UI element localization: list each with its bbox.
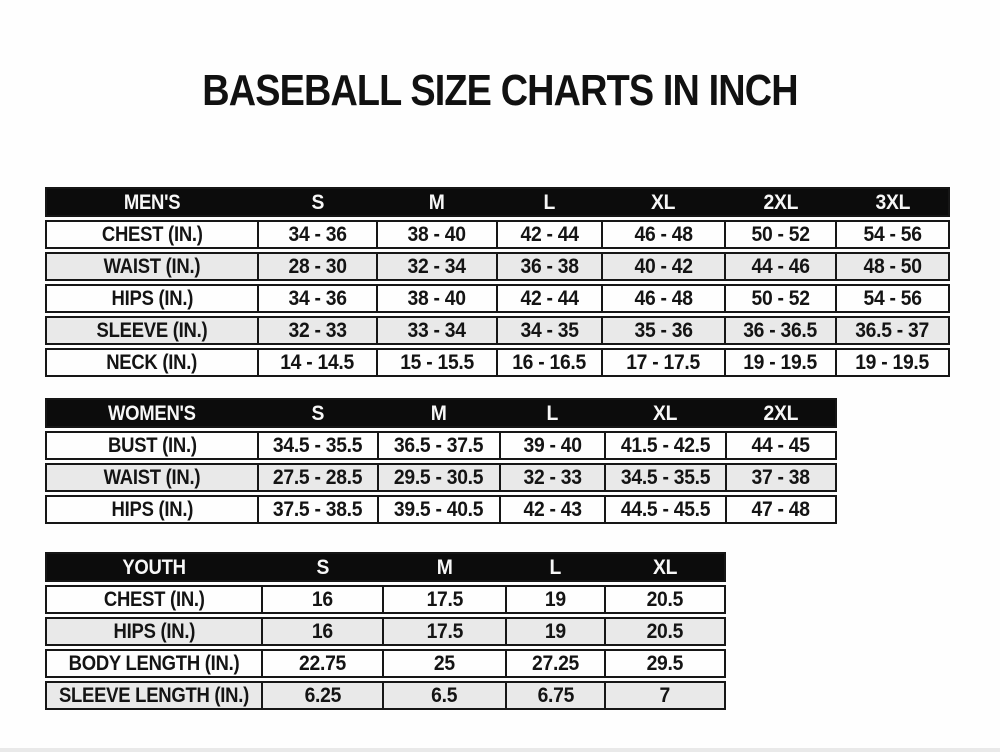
mens-size-table-value-cell (601, 254, 724, 279)
mens-size-table-value-cell-text: 42 - 44 (520, 287, 579, 310)
womens-size-table-row-label (47, 497, 257, 522)
mens-size-table-value-cell-text: 46 - 48 (634, 287, 693, 310)
mens-size-table-value-cell (257, 318, 376, 343)
mens-size-table-header-cell (257, 189, 376, 215)
youth-size-table-value-cell (505, 651, 604, 676)
mens-size-table-row-label-text: CHEST (IN.) (101, 223, 203, 246)
womens-size-table-value-cell (725, 465, 835, 490)
womens-size-table-value-cell-text: 39.5 - 40.5 (394, 498, 484, 521)
womens-size-table-value-cell (377, 433, 499, 458)
youth-size-table-value-cell-text: 17.5 (426, 620, 463, 643)
mens-size-table-value-cell (724, 286, 835, 311)
womens-size-table-header-cell-text: M (431, 401, 447, 425)
youth-size-table-value-cell (505, 587, 604, 612)
mens-size-table-value-cell-text: 16 - 16.5 (512, 351, 587, 374)
mens-size-table-row (45, 220, 950, 249)
mens-size-table-row (45, 284, 950, 313)
mens-size-table-value-cell (376, 286, 496, 311)
mens-size-table-value-cell (724, 318, 835, 343)
mens-size-table-value-cell-text: 19 - 19.5 (743, 351, 818, 374)
mens-size-table-value-cell-text: 34 - 36 (288, 287, 347, 310)
womens-size-table-header-cell-text: L (546, 401, 559, 425)
womens-size-table-header-cell (604, 400, 725, 426)
mens-size-table-value-cell (257, 222, 376, 247)
mens-size-table-value-cell-text: 36 - 38 (520, 255, 579, 278)
womens-size-table-value-cell (725, 433, 835, 458)
youth-size-table-value-cell-text: 6.5 (431, 684, 458, 707)
womens-size-table (45, 398, 837, 524)
mens-size-table-value-cell (257, 350, 376, 375)
womens-size-table-header-cell-text: S (311, 401, 325, 425)
womens-size-table-value-cell (499, 433, 604, 458)
womens-size-table-row-label (47, 465, 257, 490)
womens-size-table-value-cell-text: 34.5 - 35.5 (620, 466, 711, 489)
youth-size-table-value-cell (604, 587, 724, 612)
womens-size-table-header-cell (499, 400, 604, 426)
mens-size-table-row (45, 316, 950, 345)
youth-size-table-row (45, 649, 726, 678)
womens-size-table-value-cell (604, 465, 725, 490)
youth-size-table-value-cell (382, 619, 505, 644)
mens-size-table-value-cell-text: 48 - 50 (863, 255, 922, 278)
mens-size-table-value-cell (496, 318, 601, 343)
youth-size-table-row (45, 681, 726, 710)
womens-size-table-value-cell (499, 497, 604, 522)
womens-size-table-row (45, 431, 837, 460)
youth-size-table-value-cell (382, 683, 505, 708)
mens-size-table-row-label-text: HIPS (IN.) (111, 287, 193, 310)
mens-size-table-value-cell-text: 28 - 30 (288, 255, 347, 278)
mens-size-table-value-cell (601, 286, 724, 311)
womens-size-table-value-cell-text: 32 - 33 (523, 466, 582, 489)
mens-size-table-row-label (47, 254, 257, 279)
mens-size-table-value-cell (376, 222, 496, 247)
mens-size-table-value-cell-text: 46 - 48 (634, 223, 693, 246)
scan-edge-artifact (0, 748, 1000, 752)
youth-size-table-value-cell-text: 20.5 (646, 620, 684, 643)
womens-size-table-value-cell (604, 497, 725, 522)
mens-size-table-value-cell-text: 44 - 46 (751, 255, 810, 278)
youth-size-table-value-cell-text: 6.25 (304, 684, 341, 707)
youth-size-table-value-cell (261, 587, 382, 612)
womens-size-table-value-cell (725, 497, 835, 522)
womens-size-table-value-cell (257, 497, 377, 522)
mens-size-table-value-cell-text: 50 - 52 (751, 287, 810, 310)
mens-size-table-header-cell (835, 189, 948, 215)
youth-size-table-header-cell (505, 554, 604, 580)
youth-size-table-row-label (47, 619, 261, 644)
mens-size-table-row-label-text: WAIST (IN.) (103, 255, 201, 278)
youth-size-table-value-cell-text: 7 (659, 684, 671, 707)
mens-size-table-header-cell-text: 3XL (875, 190, 910, 214)
mens-size-table-header-cell (47, 189, 257, 215)
mens-size-table-header-cell-text: MEN'S (123, 190, 181, 214)
youth-size-table-row (45, 585, 726, 614)
youth-size-table-value-cell (382, 651, 505, 676)
youth-size-table-value-cell (505, 683, 604, 708)
youth-size-table-row-label-text: CHEST (IN.) (103, 588, 205, 611)
youth-size-table-row-label-text: SLEEVE LENGTH (IN.) (58, 684, 250, 707)
mens-size-table-value-cell (257, 254, 376, 279)
youth-size-table-row-label-text: HIPS (IN.) (113, 620, 195, 643)
womens-size-table-header-cell-text: 2XL (763, 401, 799, 425)
youth-size-table-header-cell-text: YOUTH (122, 555, 186, 579)
mens-size-table-row-label (47, 318, 257, 343)
mens-size-table (45, 187, 950, 377)
youth-size-table (45, 552, 726, 710)
youth-size-table-value-cell-text: 19 (545, 588, 566, 611)
mens-size-table-header-cell-text: 2XL (763, 190, 798, 214)
womens-size-table-value-cell-text: 47 - 48 (751, 498, 811, 521)
youth-size-table-value-cell-text: 20.5 (646, 588, 684, 611)
womens-size-table-row-label-text: BUST (IN.) (107, 434, 197, 457)
womens-size-table-value-cell-text: 27.5 - 28.5 (273, 466, 363, 489)
womens-size-table-header-cell-text: XL (653, 401, 678, 425)
youth-size-table-value-cell-text: 17.5 (426, 588, 463, 611)
youth-size-table-value-cell (261, 683, 382, 708)
womens-size-table-value-cell-text: 37 - 38 (751, 466, 811, 489)
mens-size-table-header-cell (376, 189, 496, 215)
womens-size-table-value-cell-text: 37.5 - 38.5 (273, 498, 363, 521)
youth-size-table-header-cell-text: L (549, 555, 562, 579)
youth-size-table-value-cell-text: 6.75 (537, 684, 574, 707)
youth-size-table-header-cell (382, 554, 505, 580)
mens-size-table-header-cell-text: XL (651, 190, 676, 214)
mens-size-table-value-cell (496, 350, 601, 375)
mens-size-table-value-cell-text: 38 - 40 (407, 223, 467, 246)
youth-size-table-value-cell (604, 619, 724, 644)
mens-size-table-row (45, 348, 950, 377)
mens-size-table-header-cell (601, 189, 724, 215)
youth-size-table-header-cell-text: S (316, 555, 329, 579)
womens-size-table-value-cell (377, 497, 499, 522)
youth-size-table-row-label-text: BODY LENGTH (IN.) (68, 652, 240, 675)
mens-size-table-header-row (45, 187, 950, 217)
mens-size-table-value-cell-text: 40 - 42 (634, 255, 693, 278)
mens-size-table-value-cell (257, 286, 376, 311)
youth-size-table-value-cell-text: 19 (545, 620, 566, 643)
mens-size-table-value-cell-text: 50 - 52 (751, 223, 810, 246)
mens-size-table-row-label-text: SLEEVE (IN.) (96, 319, 208, 342)
youth-size-table-header-cell (604, 554, 724, 580)
womens-size-table-row (45, 463, 837, 492)
mens-size-table-header-cell-text: M (429, 190, 445, 214)
mens-size-table-value-cell (601, 350, 724, 375)
mens-size-table-value-cell-text: 34 - 35 (520, 319, 579, 342)
mens-size-table-value-cell-text: 42 - 44 (520, 223, 579, 246)
womens-size-table-value-cell-text: 44.5 - 45.5 (620, 498, 711, 521)
youth-size-table-value-cell-text: 16 (312, 588, 333, 611)
womens-size-table-value-cell (257, 433, 377, 458)
womens-size-table-value-cell-text: 36.5 - 37.5 (394, 434, 484, 457)
womens-size-table-header-cell (725, 400, 835, 426)
womens-size-table-header-cell (257, 400, 377, 426)
mens-size-table-row-label (47, 350, 257, 375)
womens-size-table-value-cell (257, 465, 377, 490)
womens-size-table-header-cell-text: WOMEN'S (108, 401, 196, 425)
mens-size-table-value-cell (601, 222, 724, 247)
youth-size-table-value-cell-text: 16 (312, 620, 333, 643)
youth-size-table-header-cell (47, 554, 261, 580)
mens-size-table-value-cell-text: 32 - 34 (407, 255, 467, 278)
mens-size-table-value-cell (496, 286, 601, 311)
mens-size-table-row-label (47, 222, 257, 247)
youth-size-table-header-cell-text: M (436, 555, 453, 579)
youth-size-table-value-cell (261, 651, 382, 676)
womens-size-table-value-cell-text: 29.5 - 30.5 (394, 466, 484, 489)
youth-size-table-header-row (45, 552, 726, 582)
mens-size-table-value-cell-text: 32 - 33 (288, 319, 347, 342)
mens-size-table-header-cell-text: S (311, 190, 324, 214)
mens-size-table-value-cell (376, 350, 496, 375)
womens-size-table-row-label-text: WAIST (IN.) (103, 466, 201, 489)
womens-size-table-value-cell-text: 42 - 43 (523, 498, 582, 521)
mens-size-table-value-cell-text: 38 - 40 (407, 287, 467, 310)
womens-size-table-value-cell-text: 39 - 40 (523, 434, 582, 457)
womens-size-table-value-cell-text: 44 - 45 (751, 434, 811, 457)
mens-size-table-value-cell-text: 35 - 36 (634, 319, 693, 342)
mens-size-table-value-cell-text: 36.5 - 37 (855, 319, 930, 342)
mens-size-table-row (45, 252, 950, 281)
youth-size-table-value-cell (604, 651, 724, 676)
youth-size-table-value-cell (382, 587, 505, 612)
mens-size-table-value-cell (376, 318, 496, 343)
youth-size-table-value-cell (261, 619, 382, 644)
mens-size-table-value-cell-text: 54 - 56 (863, 287, 922, 310)
mens-size-table-header-cell-text: L (543, 190, 556, 214)
mens-size-table-value-cell (496, 254, 601, 279)
mens-size-table-value-cell (835, 254, 948, 279)
mens-size-table-value-cell (376, 254, 496, 279)
youth-size-table-value-cell (505, 619, 604, 644)
youth-size-table-value-cell-text: 22.75 (299, 652, 346, 675)
womens-size-table-row-label (47, 433, 257, 458)
mens-size-table-value-cell-text: 19 - 19.5 (855, 351, 930, 374)
mens-size-table-value-cell (724, 254, 835, 279)
mens-size-table-value-cell (835, 318, 948, 343)
mens-size-table-value-cell-text: 54 - 56 (863, 223, 922, 246)
mens-size-table-row-label-text: NECK (IN.) (106, 351, 198, 374)
mens-size-table-header-cell (724, 189, 835, 215)
mens-size-table-value-cell (724, 350, 835, 375)
mens-size-table-value-cell-text: 34 - 36 (288, 223, 347, 246)
womens-size-table-value-cell-text: 41.5 - 42.5 (620, 434, 711, 457)
mens-size-table-value-cell (835, 350, 948, 375)
womens-size-table-header-cell (47, 400, 257, 426)
youth-size-table-row-label (47, 683, 261, 708)
mens-size-table-value-cell (496, 222, 601, 247)
womens-size-table-row (45, 495, 837, 524)
youth-size-table-value-cell-text: 29.5 (646, 652, 684, 675)
womens-size-table-value-cell (499, 465, 604, 490)
mens-size-table-value-cell (724, 222, 835, 247)
youth-size-table-value-cell (604, 683, 724, 708)
womens-size-table-value-cell (377, 465, 499, 490)
womens-size-table-row-label-text: HIPS (IN.) (111, 498, 193, 521)
youth-size-table-row (45, 617, 726, 646)
youth-size-table-row-label (47, 651, 261, 676)
womens-size-table-header-cell (377, 400, 499, 426)
mens-size-table-header-cell (496, 189, 601, 215)
mens-size-table-value-cell (835, 222, 948, 247)
mens-size-table-value-cell-text: 14 - 14.5 (280, 351, 355, 374)
youth-size-table-header-cell-text: XL (652, 555, 678, 579)
mens-size-table-value-cell-text: 17 - 17.5 (626, 351, 701, 374)
womens-size-table-header-row (45, 398, 837, 428)
mens-size-table-row-label (47, 286, 257, 311)
mens-size-table-value-cell-text: 36 - 36.5 (743, 319, 818, 342)
mens-size-table-value-cell (601, 318, 724, 343)
womens-size-table-value-cell-text: 34.5 - 35.5 (273, 434, 363, 457)
mens-size-table-value-cell (835, 286, 948, 311)
mens-size-table-value-cell-text: 15 - 15.5 (400, 351, 474, 374)
page-title: BASEBALL SIZE CHARTS IN INCH (202, 66, 798, 115)
youth-size-table-value-cell-text: 27.25 (532, 652, 579, 675)
youth-size-table-value-cell-text: 25 (434, 652, 455, 675)
youth-size-table-header-cell (261, 554, 382, 580)
mens-size-table-value-cell-text: 33 - 34 (407, 319, 467, 342)
womens-size-table-value-cell (604, 433, 725, 458)
youth-size-table-row-label (47, 587, 261, 612)
